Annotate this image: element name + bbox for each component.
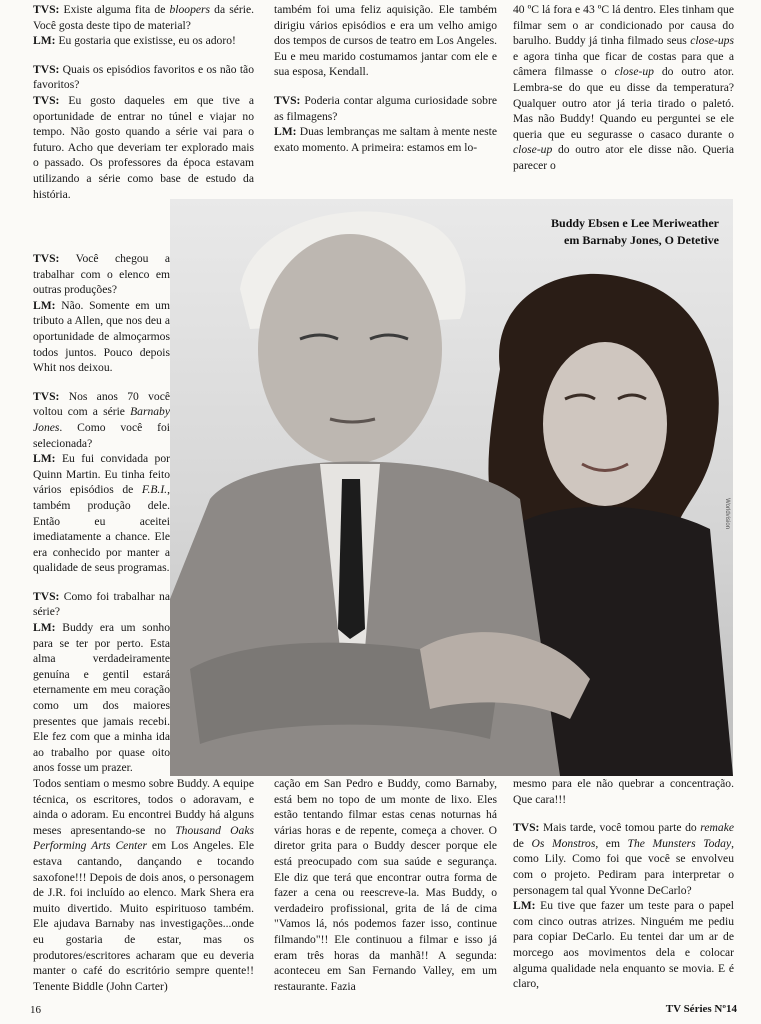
article-column-2-top: também foi uma feliz aquisição. Ele também dirigiu vários episódios e era um velho amigo dos tempos de cursos de teatro em Los Angeles. Eu e meu marido costumamos jantar com ele e sua esposa, Kendall. TVS: Poderia contar alguma curiosidade sobre as filmagens? LM: Duas lembranças me saltam à mente neste exato momento. A primeira: estamos em lo-: [274, 3, 497, 154]
article-column-1-wrap: TVS: Você chegou a trabalhar com o elenco em outras produções? LM: Não. Somente em um tributo a Allen, que nos deu a oportunidade de almoçarmos todos juntos. Pouco depois Whit nos deixou. TVS: Nos anos 70 você voltou com a série Barnaby Jones. Como você foi selecionada? LM: Eu fui convidada por Quinn Martin. Eu tinha feito vários episódios de F.B.I., também produção dele. Então eu aceitei imediatamente a chance. Ele era conhecido por manter a qualidade de seus programas. TVS: Como foi trabalhar na série? LM: Buddy era um sonho para se ter por perto. Esta alma verdadeiramente genuína e gentil estará eternamente em meu coração como um dos maiores presentes que jamais recebi. Ele fez com que a minha ida ao trabalho por quase oito anos fosse um prazer.: [33, 252, 170, 775]
caption-line-1: Buddy Ebsen e Lee Meriweather: [551, 216, 719, 230]
article-column-1-bottom: Todos sentiam o mesmo sobre Buddy. A equipe técnica, os escritores, todos o adoravam, e ainda o adoram. Eu encontrei Buddy há alguns meses apresentando-se no Thousand Oaks Performing Arts Center em Los Angeles. Ele estava cantando, dançando e tocando saxofone!!! Depois de dois anos, o personagem de J.R. foi incluído ao elenco. Mark Shera era muito divertido. Muito espirituoso também. Ele ajudava Barnaby nas investigações...onde eu gostaria de estar, mas os produtores/escritores acharam que eu deveria manter o café do escritório sempre quente!! Tenente Biddle (John Carter): [33, 777, 254, 993]
article-column-3-bottom: mesmo para ele não quebrar a concentração. Que cara!!! TVS: Mais tarde, você tomou parte do remake de Os Monstros, em The Munsters Today, como Lily. Como foi que você se envolveu com o projeto. Pediram para interpretar o personagem tal qual Yvonne DeCarlo? LM: Eu tive que fazer um teste para o papel com cinco outras atrizes. Ninguém me pediu para copiar DeCarlo. Eu tentei dar um ar de morcego aos movimentos dela e colocar alguma qualidade nela enquanto se movia. E é claro,: [513, 777, 735, 991]
article-column-1-top: TVS: Existe alguma fita de bloopers da série. Você gosta deste tipo de material? LM: Eu gostaria que existisse, eu os adoro! TVS: Quais os episódios favoritos e os não tão favoritos? TVS: Eu gosto daqueles em que tive a oportunidade de entrar no túnel e viajar no tempo. Não gosto quando a série vai para o futuro. Acho que deveriam ter explorado mais o passado. Os professores da época estavam utilizando a série como base de estudo da história.: [33, 3, 254, 201]
article-column-2-bottom: cação em San Pedro e Buddy, como Barnaby, está bem no topo de um monte de lixo. Eles estão tentando filmar estas cenas noturnas há várias horas e de repente, começa a chover. O diretor grita para o Buddy descer porque ele está preocupado com sua saúde e segurança. Ele diz que terá que encontrar outra forma de fazer a cena ou reescreve-la. Mas Buddy, o verdadeiro profissional, grita de lá de cima "Vamos lá, nós podemos fazer isso, continue filmando"!! Ele continuou a filmar e isso já eram três horas da manhã!! A segunda: aconteceu em San Fernando Valley, em um restaurante. Fazia: [274, 777, 497, 993]
caption-line-2: em Barnaby Jones, O Detetive: [564, 233, 719, 247]
photo-caption: [551, 215, 719, 249]
photo-credit: Worldvision: [724, 498, 730, 529]
photo-illustration: [170, 199, 733, 776]
article-column-3-top: 40 ºC lá fora e 43 ºC lá dentro. Eles tinham que filmar sem o ar condicionado por causa do barulho. Buddy já tinha filmado seus close-ups e agora tinha que ficar de costas para que a câmera filmasse o close-up do outro ator. Lembra-se do que eu disse da temperatura? Qualquer outro ator já teria tirado o paletó. Mas não Buddy! Quando eu perguntei se ele queria que eu segurasse o casaco durante o close-up do outro ator ele disse não. Queria parecer o: [513, 3, 735, 172]
cast-photo: [170, 199, 733, 776]
publication-footer: TV Séries Nº14: [665, 1003, 737, 1015]
page-number: 16: [30, 1004, 41, 1016]
